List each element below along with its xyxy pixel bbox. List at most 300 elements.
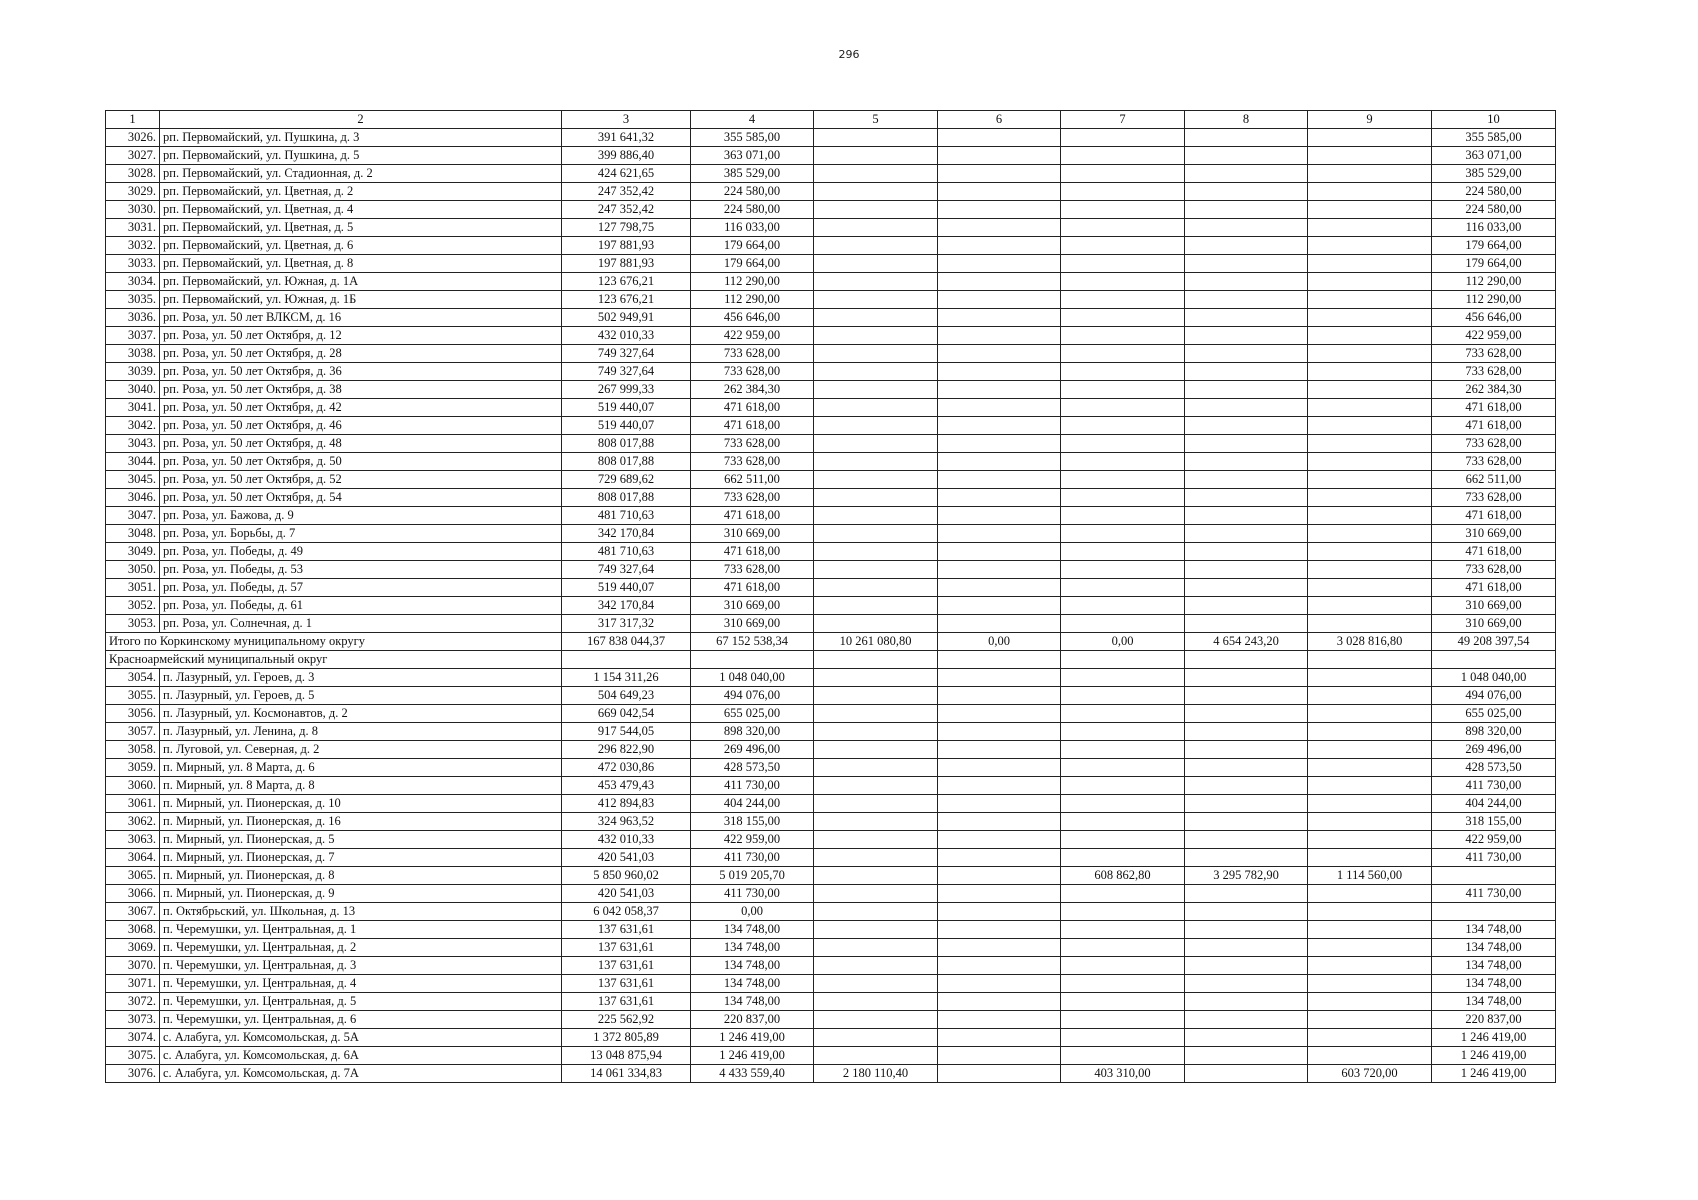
amount-cell: 134 748,00 [1432, 993, 1556, 1011]
row-number: 3072. [106, 993, 160, 1011]
amount-cell: 655 025,00 [1432, 705, 1556, 723]
amount-cell [1308, 273, 1432, 291]
amount-cell [1061, 147, 1185, 165]
amount-cell [938, 147, 1061, 165]
amount-cell: 662 511,00 [1432, 471, 1556, 489]
amount-cell [1185, 1065, 1308, 1083]
address-cell: рп. Первомайский, ул. Цветная, д. 6 [160, 237, 562, 255]
amount-cell [938, 453, 1061, 471]
amount-cell: 411 730,00 [691, 885, 814, 903]
amount-cell: 729 689,62 [562, 471, 691, 489]
row-number: 3037. [106, 327, 160, 345]
table-row [106, 723, 1556, 741]
amount-cell [1061, 327, 1185, 345]
amount-cell [1185, 813, 1308, 831]
row-number: 3068. [106, 921, 160, 939]
address-cell: рп. Первомайский, ул. Пушкина, д. 5 [160, 147, 562, 165]
amount-cell [1061, 687, 1185, 705]
amount-cell: 608 862,80 [1061, 867, 1185, 885]
amount-cell: 269 496,00 [1432, 741, 1556, 759]
amount-cell [1308, 201, 1432, 219]
table-row [106, 903, 1556, 921]
row-number: 3038. [106, 345, 160, 363]
amount-cell [1185, 885, 1308, 903]
amount-cell: 411 730,00 [691, 777, 814, 795]
row-number: 3074. [106, 1029, 160, 1047]
table-row [106, 489, 1556, 507]
amount-cell [1185, 939, 1308, 957]
amount-cell: 411 730,00 [1432, 885, 1556, 903]
amount-cell [1061, 507, 1185, 525]
amount-cell: 456 646,00 [691, 309, 814, 327]
amount-cell [1185, 1011, 1308, 1029]
row-number: 3059. [106, 759, 160, 777]
amount-cell [1308, 183, 1432, 201]
amount-cell [1185, 597, 1308, 615]
amount-cell [814, 579, 938, 597]
address-cell: рп. Первомайский, ул. Стадионная, д. 2 [160, 165, 562, 183]
amount-cell [938, 309, 1061, 327]
amount-cell: 324 963,52 [562, 813, 691, 831]
amount-cell [938, 237, 1061, 255]
amount-cell [1061, 309, 1185, 327]
amount-cell: 310 669,00 [691, 615, 814, 633]
table-row [106, 453, 1556, 471]
amount-cell [1185, 1029, 1308, 1047]
amount-cell: 310 669,00 [1432, 615, 1556, 633]
amount-cell [1185, 381, 1308, 399]
row-number: 3048. [106, 525, 160, 543]
amount-cell [938, 435, 1061, 453]
row-number: 3029. [106, 183, 160, 201]
amount-cell [1308, 489, 1432, 507]
address-cell: рп. Роза, ул. 50 лет Октября, д. 28 [160, 345, 562, 363]
amount-cell [1308, 795, 1432, 813]
section-row [106, 651, 1556, 669]
amount-cell [938, 831, 1061, 849]
amount-cell [1185, 363, 1308, 381]
amount-cell [938, 597, 1061, 615]
amount-cell: 404 244,00 [691, 795, 814, 813]
amount-cell: 898 320,00 [1432, 723, 1556, 741]
address-cell: п. Луговой, ул. Северная, д. 2 [160, 741, 562, 759]
amount-cell [814, 201, 938, 219]
table-row [106, 183, 1556, 201]
address-cell: п. Черемушки, ул. Центральная, д. 5 [160, 993, 562, 1011]
amount-cell: 137 631,61 [562, 957, 691, 975]
amount-cell [1308, 255, 1432, 273]
amount-cell [1061, 165, 1185, 183]
table-row [106, 1065, 1556, 1083]
amount-cell: 197 881,93 [562, 237, 691, 255]
amount-cell [1061, 489, 1185, 507]
amount-cell [1185, 1047, 1308, 1065]
amount-cell: 471 618,00 [1432, 543, 1556, 561]
row-number: 3057. [106, 723, 160, 741]
amount-cell [1185, 219, 1308, 237]
amount-cell [1308, 705, 1432, 723]
amount-cell [1185, 741, 1308, 759]
amount-cell [1061, 579, 1185, 597]
amount-cell [1185, 309, 1308, 327]
amount-cell [814, 1047, 938, 1065]
amount-cell: 749 327,64 [562, 345, 691, 363]
amount-cell [814, 831, 938, 849]
total-amount-cell: 10 261 080,80 [814, 633, 938, 651]
address-cell: с. Алабуга, ул. Комсомольская, д. 5А [160, 1029, 562, 1047]
amount-cell [814, 741, 938, 759]
amount-cell: 733 628,00 [691, 453, 814, 471]
table-row [106, 165, 1556, 183]
amount-cell: 733 628,00 [1432, 489, 1556, 507]
amount-cell [1061, 345, 1185, 363]
amount-cell [814, 1011, 938, 1029]
amount-cell: 5 850 960,02 [562, 867, 691, 885]
empty-cell [1308, 651, 1432, 669]
amount-cell: 471 618,00 [691, 543, 814, 561]
amount-cell [814, 471, 938, 489]
amount-cell [938, 345, 1061, 363]
empty-cell [938, 651, 1061, 669]
amount-cell: 385 529,00 [691, 165, 814, 183]
amount-cell [1185, 183, 1308, 201]
amount-cell: 220 837,00 [691, 1011, 814, 1029]
amount-cell: 471 618,00 [1432, 579, 1556, 597]
table-row [106, 921, 1556, 939]
amount-cell: 428 573,50 [1432, 759, 1556, 777]
amount-cell: 411 730,00 [1432, 849, 1556, 867]
column-number-row [106, 111, 1556, 129]
amount-cell [938, 669, 1061, 687]
row-number: 3058. [106, 741, 160, 759]
amount-cell: 112 290,00 [1432, 291, 1556, 309]
amount-cell: 6 042 058,37 [562, 903, 691, 921]
amount-cell [1061, 201, 1185, 219]
amount-cell: 733 628,00 [691, 345, 814, 363]
amount-cell [938, 219, 1061, 237]
amount-cell [938, 849, 1061, 867]
table-row [106, 525, 1556, 543]
amount-cell: 5 019 205,70 [691, 867, 814, 885]
amount-cell [1308, 939, 1432, 957]
amount-cell: 134 748,00 [1432, 921, 1556, 939]
row-number: 3044. [106, 453, 160, 471]
amount-cell [938, 1029, 1061, 1047]
column-header: 9 [1308, 111, 1432, 129]
amount-cell: 134 748,00 [1432, 939, 1556, 957]
amount-cell [814, 939, 938, 957]
address-cell: п. Мирный, ул. Пионерская, д. 16 [160, 813, 562, 831]
amount-cell: 220 837,00 [1432, 1011, 1556, 1029]
amount-cell: 123 676,21 [562, 273, 691, 291]
amount-cell [1308, 363, 1432, 381]
address-cell: рп. Роза, ул. 50 лет Октября, д. 36 [160, 363, 562, 381]
amount-cell [814, 1029, 938, 1047]
amount-cell: 317 317,32 [562, 615, 691, 633]
table-row [106, 273, 1556, 291]
amount-cell: 4 433 559,40 [691, 1065, 814, 1083]
amount-cell [1308, 471, 1432, 489]
address-cell: рп. Первомайский, ул. Цветная, д. 5 [160, 219, 562, 237]
address-cell: п. Лазурный, ул. Ленина, д. 8 [160, 723, 562, 741]
amount-cell [1308, 543, 1432, 561]
amount-cell [1061, 813, 1185, 831]
amount-cell [1308, 291, 1432, 309]
amount-cell [814, 867, 938, 885]
address-cell: с. Алабуга, ул. Комсомольская, д. 6А [160, 1047, 562, 1065]
amount-cell [814, 147, 938, 165]
amount-cell: 481 710,63 [562, 507, 691, 525]
amount-cell [1308, 435, 1432, 453]
amount-cell: 116 033,00 [691, 219, 814, 237]
amount-cell [1185, 687, 1308, 705]
amount-cell [1061, 543, 1185, 561]
amount-cell: 1 114 560,00 [1308, 867, 1432, 885]
amount-cell: 116 033,00 [1432, 219, 1556, 237]
amount-cell [814, 525, 938, 543]
table-row [106, 399, 1556, 417]
amount-cell: 733 628,00 [691, 363, 814, 381]
amount-cell [1308, 1011, 1432, 1029]
amount-cell: 296 822,90 [562, 741, 691, 759]
column-header: 10 [1432, 111, 1556, 129]
amount-cell [1185, 435, 1308, 453]
amount-cell [1061, 615, 1185, 633]
amount-cell [1308, 561, 1432, 579]
amount-cell [1185, 165, 1308, 183]
amount-cell: 179 664,00 [1432, 237, 1556, 255]
row-number: 3056. [106, 705, 160, 723]
amount-cell [1061, 957, 1185, 975]
address-cell: п. Лазурный, ул. Героев, д. 3 [160, 669, 562, 687]
table-row [106, 813, 1556, 831]
amount-cell [1061, 183, 1185, 201]
table-row [106, 237, 1556, 255]
amount-cell [1308, 831, 1432, 849]
total-amount-cell: 49 208 397,54 [1432, 633, 1556, 651]
amount-cell [1061, 939, 1185, 957]
row-number: 3049. [106, 543, 160, 561]
amount-cell [1061, 741, 1185, 759]
amount-cell [1061, 291, 1185, 309]
address-cell: рп. Первомайский, ул. Южная, д. 1Б [160, 291, 562, 309]
amount-cell [1432, 903, 1556, 921]
amount-cell: 179 664,00 [691, 255, 814, 273]
amount-cell [938, 741, 1061, 759]
amount-cell [1061, 1047, 1185, 1065]
row-number: 3051. [106, 579, 160, 597]
address-cell: п. Мирный, ул. 8 Марта, д. 6 [160, 759, 562, 777]
amount-cell [814, 705, 938, 723]
row-number: 3064. [106, 849, 160, 867]
table-row [106, 795, 1556, 813]
table-row [106, 543, 1556, 561]
amount-cell [814, 255, 938, 273]
amount-cell [1061, 471, 1185, 489]
amount-cell: 519 440,07 [562, 417, 691, 435]
amount-cell [1061, 993, 1185, 1011]
amount-cell: 1 246 419,00 [1432, 1047, 1556, 1065]
empty-cell [691, 651, 814, 669]
column-header: 7 [1061, 111, 1185, 129]
row-number: 3071. [106, 975, 160, 993]
row-number: 3052. [106, 597, 160, 615]
amount-cell [1308, 741, 1432, 759]
amount-cell: 1 048 040,00 [1432, 669, 1556, 687]
amount-cell [1185, 129, 1308, 147]
amount-cell: 471 618,00 [1432, 417, 1556, 435]
row-number: 3062. [106, 813, 160, 831]
amount-cell: 318 155,00 [1432, 813, 1556, 831]
table-row [106, 471, 1556, 489]
amount-cell [1308, 885, 1432, 903]
empty-cell [1061, 651, 1185, 669]
address-cell: рп. Роза, ул. 50 лет Октября, д. 46 [160, 417, 562, 435]
amount-cell [814, 417, 938, 435]
table-row [106, 939, 1556, 957]
address-cell: п. Черемушки, ул. Центральная, д. 1 [160, 921, 562, 939]
amount-cell [814, 489, 938, 507]
amount-cell [814, 345, 938, 363]
amount-cell [1061, 237, 1185, 255]
table-row [106, 219, 1556, 237]
amount-cell: 733 628,00 [1432, 453, 1556, 471]
address-cell: с. Алабуга, ул. Комсомольская, д. 7А [160, 1065, 562, 1083]
table-row [106, 993, 1556, 1011]
amount-cell [1185, 147, 1308, 165]
amount-cell: 481 710,63 [562, 543, 691, 561]
amount-cell: 179 664,00 [1432, 255, 1556, 273]
address-cell: рп. Первомайский, ул. Цветная, д. 2 [160, 183, 562, 201]
amount-cell: 422 959,00 [1432, 327, 1556, 345]
amount-cell [814, 435, 938, 453]
row-number: 3055. [106, 687, 160, 705]
amount-cell: 134 748,00 [691, 975, 814, 993]
row-number: 3054. [106, 669, 160, 687]
amount-cell [1308, 327, 1432, 345]
amount-cell [938, 957, 1061, 975]
amount-cell: 1 246 419,00 [691, 1047, 814, 1065]
amount-cell [814, 237, 938, 255]
amount-cell: 471 618,00 [691, 417, 814, 435]
amount-cell [1185, 399, 1308, 417]
amount-cell [1061, 903, 1185, 921]
total-amount-cell: 167 838 044,37 [562, 633, 691, 651]
amount-cell [814, 759, 938, 777]
amount-cell: 247 352,42 [562, 201, 691, 219]
table-row [106, 777, 1556, 795]
amount-cell [1061, 1011, 1185, 1029]
row-number: 3033. [106, 255, 160, 273]
row-number: 3069. [106, 939, 160, 957]
table-row [106, 291, 1556, 309]
column-header: 3 [562, 111, 691, 129]
amount-cell [1061, 219, 1185, 237]
amount-cell [938, 183, 1061, 201]
amount-cell: 355 585,00 [1432, 129, 1556, 147]
amount-cell: 247 352,42 [562, 183, 691, 201]
amount-cell [938, 993, 1061, 1011]
amount-cell [814, 363, 938, 381]
amount-cell: 422 959,00 [691, 831, 814, 849]
total-amount-cell: 4 654 243,20 [1185, 633, 1308, 651]
address-cell: рп. Роза, ул. 50 лет Октября, д. 38 [160, 381, 562, 399]
amount-cell [1308, 921, 1432, 939]
amount-cell [814, 795, 938, 813]
amount-cell: 422 959,00 [691, 327, 814, 345]
address-cell: рп. Роза, ул. Победы, д. 61 [160, 597, 562, 615]
amount-cell [1185, 237, 1308, 255]
page-number: 296 [838, 48, 860, 61]
amount-cell [1308, 903, 1432, 921]
amount-cell: 134 748,00 [691, 993, 814, 1011]
amount-cell [1061, 597, 1185, 615]
amount-cell [938, 489, 1061, 507]
amount-cell [1308, 957, 1432, 975]
table-row [106, 309, 1556, 327]
amount-cell [1185, 507, 1308, 525]
amount-cell [1061, 669, 1185, 687]
amount-cell [938, 129, 1061, 147]
register-table [105, 110, 1556, 1083]
amount-cell: 471 618,00 [1432, 399, 1556, 417]
amount-cell [938, 705, 1061, 723]
row-number: 3031. [106, 219, 160, 237]
amount-cell: 2 180 110,40 [814, 1065, 938, 1083]
amount-cell [1308, 237, 1432, 255]
amount-cell: 494 076,00 [691, 687, 814, 705]
table-row [106, 327, 1556, 345]
row-number: 3042. [106, 417, 160, 435]
amount-cell [814, 165, 938, 183]
amount-cell: 432 010,33 [562, 327, 691, 345]
amount-cell [1185, 345, 1308, 363]
amount-cell [1185, 273, 1308, 291]
amount-cell [1308, 219, 1432, 237]
table-row [106, 579, 1556, 597]
amount-cell [1185, 993, 1308, 1011]
amount-cell [1308, 849, 1432, 867]
amount-cell: 422 959,00 [1432, 831, 1556, 849]
amount-cell: 134 748,00 [691, 957, 814, 975]
amount-cell: 808 017,88 [562, 453, 691, 471]
amount-cell [1308, 993, 1432, 1011]
amount-cell [1061, 453, 1185, 471]
amount-cell [938, 1065, 1061, 1083]
amount-cell [1185, 201, 1308, 219]
total-amount-cell: 67 152 538,34 [691, 633, 814, 651]
amount-cell [938, 903, 1061, 921]
amount-cell: 1 246 419,00 [1432, 1029, 1556, 1047]
table-row [106, 741, 1556, 759]
amount-cell [814, 993, 938, 1011]
amount-cell [814, 777, 938, 795]
address-cell: рп. Первомайский, ул. Цветная, д. 4 [160, 201, 562, 219]
amount-cell: 453 479,43 [562, 777, 691, 795]
table-row [106, 507, 1556, 525]
amount-cell [814, 687, 938, 705]
amount-cell: 662 511,00 [691, 471, 814, 489]
amount-cell: 733 628,00 [1432, 435, 1556, 453]
address-cell: п. Черемушки, ул. Центральная, д. 4 [160, 975, 562, 993]
address-cell: рп. Роза, ул. 50 лет Октября, д. 42 [160, 399, 562, 417]
amount-cell [1185, 489, 1308, 507]
amount-cell: 420 541,03 [562, 849, 691, 867]
amount-cell [1308, 507, 1432, 525]
amount-cell [938, 723, 1061, 741]
amount-cell [1308, 1047, 1432, 1065]
amount-cell [1061, 561, 1185, 579]
